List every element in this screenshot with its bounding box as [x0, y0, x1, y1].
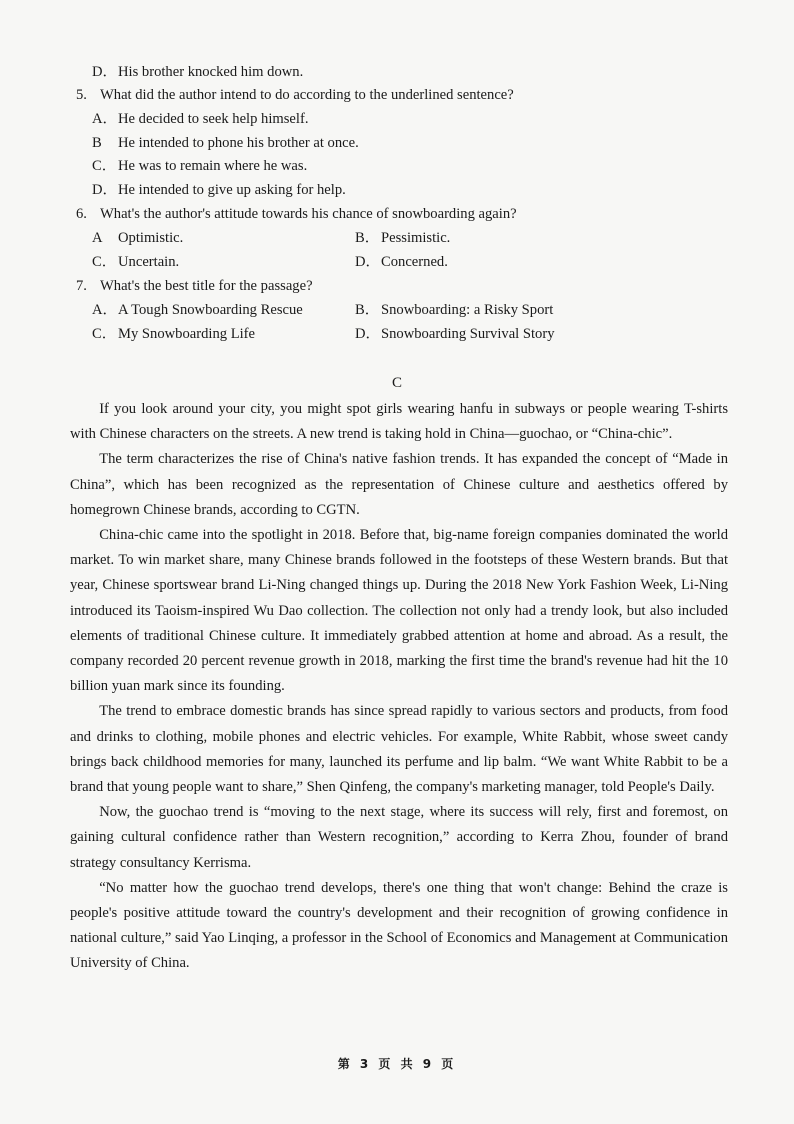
option-text: Uncertain.: [118, 254, 180, 270]
passage-title: C: [391, 375, 402, 391]
option-text: He intended to phone his brother at once.: [118, 135, 359, 151]
option-label: A: [92, 230, 103, 246]
question-text: What's the best title for the passage?: [100, 278, 313, 294]
q5-stem: [76, 86, 514, 104]
option-text: Optimistic.: [118, 230, 184, 246]
q6-option-c: [92, 253, 179, 271]
q6-option-b: [355, 229, 450, 247]
question-number: 5.: [76, 87, 87, 103]
paragraph-2: The term characterizes the rise of China's native fashion trends. It has expanded the concept of “Made in China”, which has been recognized as the representation of Chinese culture and aesthetics offered by homegrown Chinese brands, according to CGTN.: [70, 451, 728, 518]
option-text: Pessimistic.: [381, 230, 451, 246]
q6-option-d: [355, 253, 448, 271]
question-text: What's the author's attitude towards his chance of snowboarding again?: [100, 206, 517, 222]
q5-option-a: [92, 110, 308, 128]
option-label: C．: [92, 254, 117, 270]
option-label: D．: [92, 182, 118, 198]
q7-stem: [76, 277, 313, 295]
q5-option-c: [92, 157, 307, 175]
paragraph-4: The trend to embrace domestic brands has since spread rapidly to various sectors and products, from food and drinks to clothing, mobile phones and electric vehicles. For example, White Rabbit, whose sweet candy brings back childhood memories for many, launched its perfume and lip balm. “We want White Rabbit to be a brand that young people want to share,” Shen Qinfeng, the company's marketing manager, told People's Daily.: [70, 703, 728, 796]
passage-body: [70, 397, 728, 977]
option-label: D．: [92, 64, 118, 80]
option-label: C．: [92, 158, 117, 174]
option-text: Concerned.: [381, 254, 448, 270]
q7-option-b: [355, 301, 553, 319]
option-text: Snowboarding Survival Story: [381, 326, 555, 342]
q6-option-a: [92, 229, 183, 247]
option-label: C．: [92, 326, 117, 342]
paragraph-6: “No matter how the guochao trend develops, there's one thing that won't change: Behind the craze is people's positive attitude toward the country's development and their recognition of growing confidence in national culture,” said Yao Linqing, a professor in the School of Economics and Management at Communication University of China.: [70, 879, 728, 972]
option-label: D．: [355, 254, 381, 270]
q7-option-d: [355, 325, 555, 343]
q5-option-d: [92, 181, 346, 199]
paragraph-3: China-chic came into the spotlight in 2018. Before that, big-name foreign companies dominated the world market. To win market share, many Chinese brands followed in the footsteps of these Western brands. But that year, Chinese sportswear brand Li-Ning changed things up. During the 2018 New York Fashion Week, Li-Ning introduced its Taoism-inspired Wu Dao collection. The collection not only had a trendy look, but also included elements of traditional Chinese culture. It immediately grabbed attention at home and abroad. As a result, the company recorded 20 percent revenue growth in 2018, marking the first time the brand's revenue had hit the 10 billion yuan mark since its founding.: [70, 527, 728, 695]
option-label: B．: [355, 302, 380, 318]
q4-option-d: [92, 63, 303, 81]
question-number: 7.: [76, 278, 87, 294]
q5-option-b: [92, 134, 359, 152]
question-text: What did the author intend to do according to the underlined sentence?: [100, 87, 514, 103]
option-text: He decided to seek help himself.: [118, 111, 309, 127]
option-label: B．: [355, 230, 380, 246]
q7-option-c: [92, 325, 255, 343]
option-text: His brother knocked him down.: [118, 64, 304, 80]
page-indicator: 第 3 页 共 9 页: [337, 1057, 457, 1071]
option-label: A．: [92, 302, 118, 318]
option-label: D．: [355, 326, 381, 342]
option-label: A．: [92, 111, 118, 127]
option-text: A Tough Snowboarding Rescue: [118, 302, 303, 318]
paragraph-5: Now, the guochao trend is “moving to the next stage, where its success will rely, first and foremost, on gaining cultural confidence rather than Western recognition,” according to Kerra Zhou, founder of brand strategy consultancy Kerrisma.: [70, 804, 728, 871]
option-text: He intended to give up asking for help.: [118, 182, 346, 198]
option-label: B: [92, 135, 102, 151]
q7-option-a: [92, 301, 303, 319]
question-number: 6.: [76, 206, 87, 222]
paragraph-1: If you look around your city, you might spot girls wearing hanfu in subways or people wearing T-shirts with Chinese characters on the streets. A new trend is taking hold in China—guochao, or “China-chic”.: [70, 401, 728, 443]
option-text: My Snowboarding Life: [118, 326, 256, 342]
q6-stem: [76, 205, 517, 223]
option-text: He was to remain where he was.: [118, 158, 308, 174]
option-text: Snowboarding: a Risky Sport: [381, 302, 554, 318]
